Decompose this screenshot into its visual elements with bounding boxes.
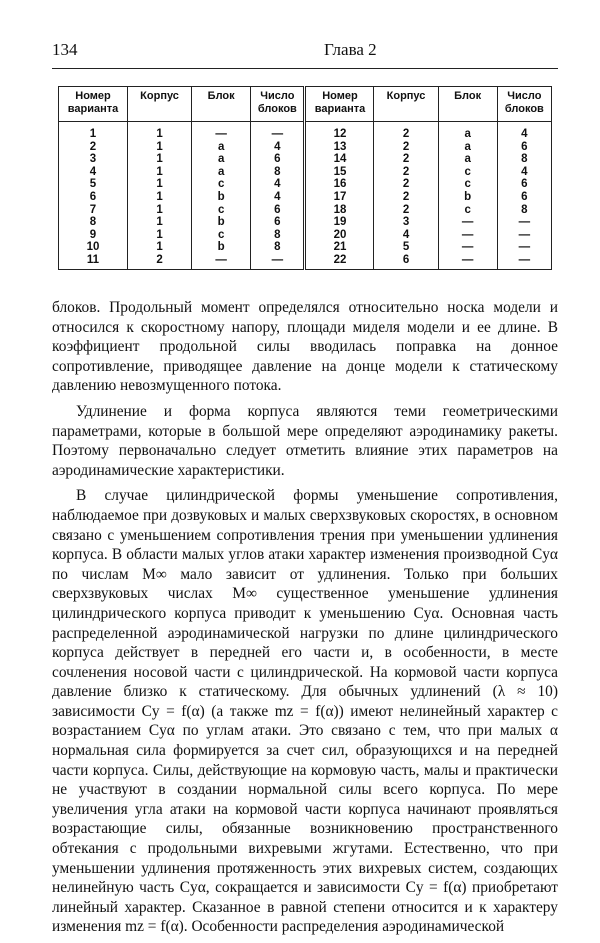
table-cell: 2 [374,178,438,191]
table-cell: 6 [251,153,305,166]
column-header: Корпус [128,87,192,122]
body-text [52,298,558,943]
table-cell: — [497,229,551,242]
table-cell: 2 [374,141,438,154]
table-cell: — [438,229,497,242]
paragraph: Удлинение и форма корпуса являются теми геометрическими параметрами, которые в большой мере определяют аэродинамику ракеты. Поэтому первоначально следует отметить влияние этих параметров на аэродинамические характеристики. [52,402,558,479]
table-row [59,141,552,154]
table-cell: 19 [305,216,374,229]
table-cell: 22 [305,254,374,269]
table-cell: c [192,178,251,191]
table-cell: 1 [128,166,192,179]
table-cell: 6 [497,191,551,204]
table-cell: 2 [374,166,438,179]
variants-table [58,86,552,270]
table-cell: 6 [251,204,305,217]
table-cell: 20 [305,229,374,242]
table-cell: — [251,254,305,269]
table-cell: — [497,216,551,229]
page-number: 134 [52,40,78,59]
table-cell: — [192,122,251,141]
table-cell: 14 [305,153,374,166]
table-cell: 13 [305,141,374,154]
column-header: Корпус [374,87,438,122]
table-cell: 18 [305,204,374,217]
table-row [59,254,552,269]
table-cell: 1 [128,241,192,254]
table-cell: 1 [128,229,192,242]
table-cell: 2 [374,191,438,204]
table-cell: 7 [59,204,128,217]
column-header: Число блоков [497,87,551,122]
table-cell: 6 [59,191,128,204]
table-cell: c [438,204,497,217]
table-cell: 21 [305,241,374,254]
chapter-title: Глава 2 [324,40,377,59]
table-cell: 12 [305,122,374,141]
table-cell: 1 [128,204,192,217]
table-cell: 11 [59,254,128,269]
table-cell: a [192,166,251,179]
table-cell: 4 [251,178,305,191]
table-cell: 8 [251,229,305,242]
table-row [59,216,552,229]
table-cell: b [192,191,251,204]
table-cell: 9 [59,229,128,242]
table-cell: — [438,241,497,254]
table-cell: 8 [251,166,305,179]
table-header-row [59,87,552,122]
table-cell: 3 [59,153,128,166]
column-header: Число блоков [251,87,305,122]
table-cell: c [438,166,497,179]
table-cell: 1 [59,122,128,141]
table-cell: 6 [497,178,551,191]
table-row [59,178,552,191]
table-cell: 1 [128,122,192,141]
table-cell: 17 [305,191,374,204]
table-cell: 1 [128,216,192,229]
table-cell: a [192,141,251,154]
table-cell: 10 [59,241,128,254]
table-cell: 5 [374,241,438,254]
table-cell: c [438,178,497,191]
table-cell: 4 [374,229,438,242]
table-cell: 2 [374,122,438,141]
table-cell: 4 [497,122,551,141]
table-cell: 15 [305,166,374,179]
table-cell: — [438,216,497,229]
table-cell: 6 [251,216,305,229]
table-cell: 16 [305,178,374,191]
table-cell: c [192,229,251,242]
table-row [59,191,552,204]
table-row [59,229,552,242]
table-cell: c [192,204,251,217]
table-row [59,153,552,166]
table-cell: 5 [59,178,128,191]
table-row [59,204,552,217]
table-cell: — [497,241,551,254]
table-cell: b [192,216,251,229]
paragraph: В случае цилиндрической формы уменьшение сопротивления, наблюдаемое при дозвуковых и малых сверхзвуковых скоростях, в основном связано с уменьшением сопротивления трения при уменьшении удлинения корпуса. В области малых углов атаки характер изменения производной Cyα по числам M∞ мало зависит от удлинения. Только при больших сверхзвуковых числах M∞ существенное уменьшение удлинения цилиндрического корпуса приводит к уменьшению Cyα. Основная часть распределенной аэродинамической нагрузки по длине цилиндрического корпуса действует в передней его части и, в особенности, в месте сочленения носовой части с цилиндрической. На кормовой части корпуса давление близко к статическому. Для обычных удлинений (λ ≈ 10) зависимости Cy = f(α) (а также mz = f(α)) имеют нелинейный характер с возрастанием Cyα по углам атаки. Это связано с тем, что при малых α нормальная сила формируется за счет сил, образующихся и на передней части корпуса. Силы, действующие на кормовую часть, малы и практически не участвуют в создании нормальной силы всего корпуса. По мере увеличения угла атаки на кормовой части корпуса начинают проявляться возрастающие силы, обязанные возникновению пространственного обтекания с продольными вихревыми жгутами. Естественно, что при уменьшении удлинения протяженность этих вихревых систем, создающих нелинейную часть Cyα, сокращается и зависимости Cy = f(α) приобретают линейный характер. Сказанное в равной степени относится и к характеру изменения mz = f(α). Особенности распределения аэродинамической [52,487,558,936]
table-cell: 6 [497,141,551,154]
table-cell: 4 [251,141,305,154]
table-cell: 8 [497,204,551,217]
column-header: Номер варианта [305,87,374,122]
table-cell: 4 [251,191,305,204]
table-cell: 8 [497,153,551,166]
table-cell: 2 [374,204,438,217]
page-header [52,40,558,66]
table-cell: a [438,153,497,166]
table-cell: 6 [374,254,438,269]
table-cell: 2 [374,153,438,166]
table-cell: — [438,254,497,269]
table-cell: 2 [59,141,128,154]
table-cell: 8 [59,216,128,229]
column-header: Блок [192,87,251,122]
table-row [59,122,552,141]
table-cell: — [251,122,305,141]
table-cell: 1 [128,153,192,166]
table-cell: 1 [128,178,192,191]
table-cell: 2 [128,254,192,269]
table-cell: a [438,122,497,141]
table-cell: 4 [59,166,128,179]
column-header: Номер варианта [59,87,128,122]
table-body [59,122,552,270]
table-row [59,166,552,179]
table-cell: a [192,153,251,166]
table-row [59,241,552,254]
paragraph: блоков. Продольный момент определялся относительно носка модели и относился к скоростному напору, площади миделя модели и ее длине. В коэффициент продольной силы вводилась поправка на донное сопротивление, приводящее давление на донце модели к статическому давлению невозмущенного потока. [52,299,558,395]
column-header: Блок [438,87,497,122]
table-cell: 4 [497,166,551,179]
table-cell: b [438,191,497,204]
table-cell: — [497,254,551,269]
table-cell: 8 [251,241,305,254]
table-cell: — [192,254,251,269]
table-cell: 3 [374,216,438,229]
table-cell: 1 [128,191,192,204]
header-divider [52,68,558,69]
table-cell: a [438,141,497,154]
table-cell: 1 [128,141,192,154]
table-cell: b [192,241,251,254]
